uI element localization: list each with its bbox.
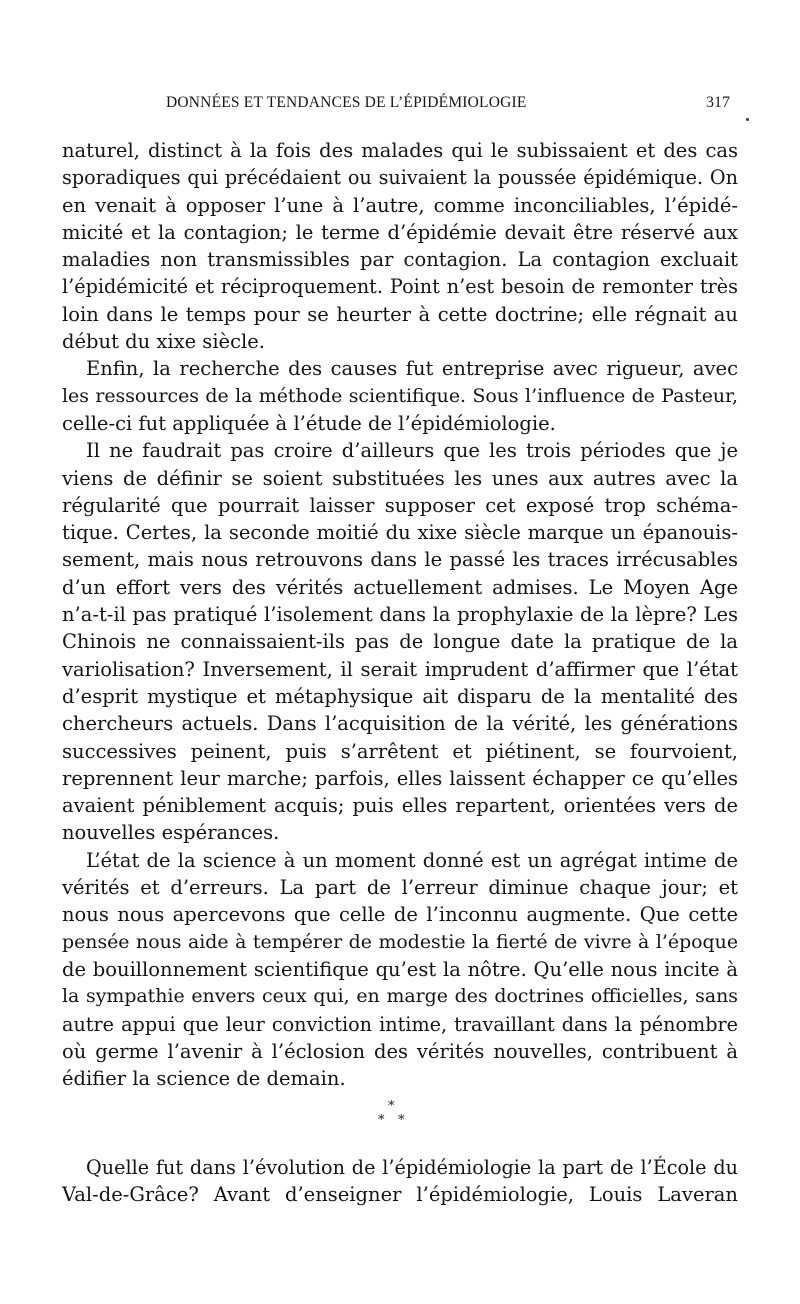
printer-mark (746, 118, 749, 121)
section-asterism (370, 1100, 410, 1134)
asterism-star-top: * (388, 1099, 395, 1114)
text-line: Quelle fut dans l’évolution de l’épidémiologie la part de l’École du (86, 1156, 738, 1179)
text-line: les ressources de la méthode scientifique. Sous l’influence de Pasteur, (62, 384, 738, 407)
text-line: d’un effort vers des vérités actuellement admises. Le Moyen Age (62, 575, 738, 599)
text-line: régularité que pourrait laisser supposer cet exposé trop schéma- (62, 493, 738, 517)
text-line: d’esprit mystique et métaphysique ait disparu de la mentalité des (62, 684, 738, 708)
text-line: vérités et d’erreurs. La part de l’erreur diminue chaque jour; et (62, 876, 738, 900)
text-line: L’état de la science à un moment donné est un agrégat intime de (86, 848, 738, 872)
text-line: avaient péniblement acquis; puis elles repartent, orientées vers de (62, 794, 738, 818)
running-title: DONNÉES ET TENDANCES DE L’ÉPIDÉMIOLOGIE (166, 94, 527, 111)
text-line: naturel, distinct à la fois des malades qui le subissaient et des cas (62, 139, 738, 162)
text-line: autre appui que leur conviction intime, travaillant dans la pénombre (62, 1012, 738, 1036)
text-line: variolisation? Inversement, il serait imprudent d’affirmer que l’état (62, 657, 738, 681)
text-line: début du xixe siècle. (62, 330, 265, 354)
text-line: chercheurs actuels. Dans l’acquisition de la vérité, les générations (62, 712, 738, 736)
text-line: tique. Certes, la seconde moitié du xixe siècle marque un épanouis- (62, 521, 738, 545)
text-line: Enfin, la recherche des causes fut entreprise avec rigueur, avec (86, 357, 738, 381)
text-line: où germe l’avenir à l’éclosion des vérités nouvelles, contribuent à (62, 1039, 738, 1063)
asterism-star-left: * (378, 1113, 385, 1128)
text-line: nouvelles espérances. (62, 821, 280, 845)
page-number: 317 (706, 94, 730, 111)
text-line: Chinois ne connaissaient-ils pas de longue date la pratique de la (62, 630, 738, 654)
text-line: en venait à opposer l’une à l’autre, comme inconciliables, l’épidé- (62, 193, 738, 217)
text-line: viens de définir se soient substituées les unes aux autres avec la (62, 466, 738, 490)
text-line: Val-de-Grâce? Avant d’enseigner l’épidémiologie, Louis Laveran (62, 1183, 738, 1207)
text-line: n’a-t-il pas pratiqué l’isolement dans la prophylaxie de la lèpre? Les (62, 603, 738, 627)
text-line: reprennent leur marche; parfois, elles laissent échapper ce qu’elles (62, 766, 738, 790)
body-text (62, 137, 738, 1092)
text-line: édifier la science de demain. (62, 1067, 346, 1091)
text-line: nous nous apercevons que celle de l’inconnu augmente. Que cette (62, 903, 738, 927)
text-line: successives peinent, puis s’arrêtent et piétinent, se fourvoient, (62, 739, 738, 763)
text-line: sporadiques qui précédaient ou suivaient la poussée épidémique. On (62, 166, 738, 190)
text-line: de bouillonnement scientifique qu’est la nôtre. Qu’elle nous incite à (62, 957, 738, 981)
text-line: loin dans le temps pour se heurter à cette doctrine; elle régnait au (62, 302, 738, 326)
text-line: Il ne faudrait pas croire d’ailleurs que les trois périodes que je (86, 439, 738, 463)
text-line: pensée nous aide à tempérer de modestie la fierté de vivre à l’époque (62, 930, 738, 953)
text-line: maladies non transmissibles par contagion. La contagion excluait (62, 248, 738, 272)
closing-paragraph (62, 1154, 738, 1209)
asterism-star-right: * (398, 1113, 405, 1128)
text-line: celle-ci fut appliquée à l’étude de l’épidémiologie. (62, 411, 556, 435)
text-line: sement, mais nous retrouvons dans le passé les traces irrécusables (62, 548, 738, 572)
text-line: l’épidémicité et réciproquement. Point n’est besoin de remonter très (62, 275, 738, 299)
text-line: micité et la contagion; le terme d’épidémie devait être réservé aux (62, 220, 738, 244)
text-line: la sympathie envers ceux qui, en marge des doctrines officielles, sans (62, 985, 738, 1008)
